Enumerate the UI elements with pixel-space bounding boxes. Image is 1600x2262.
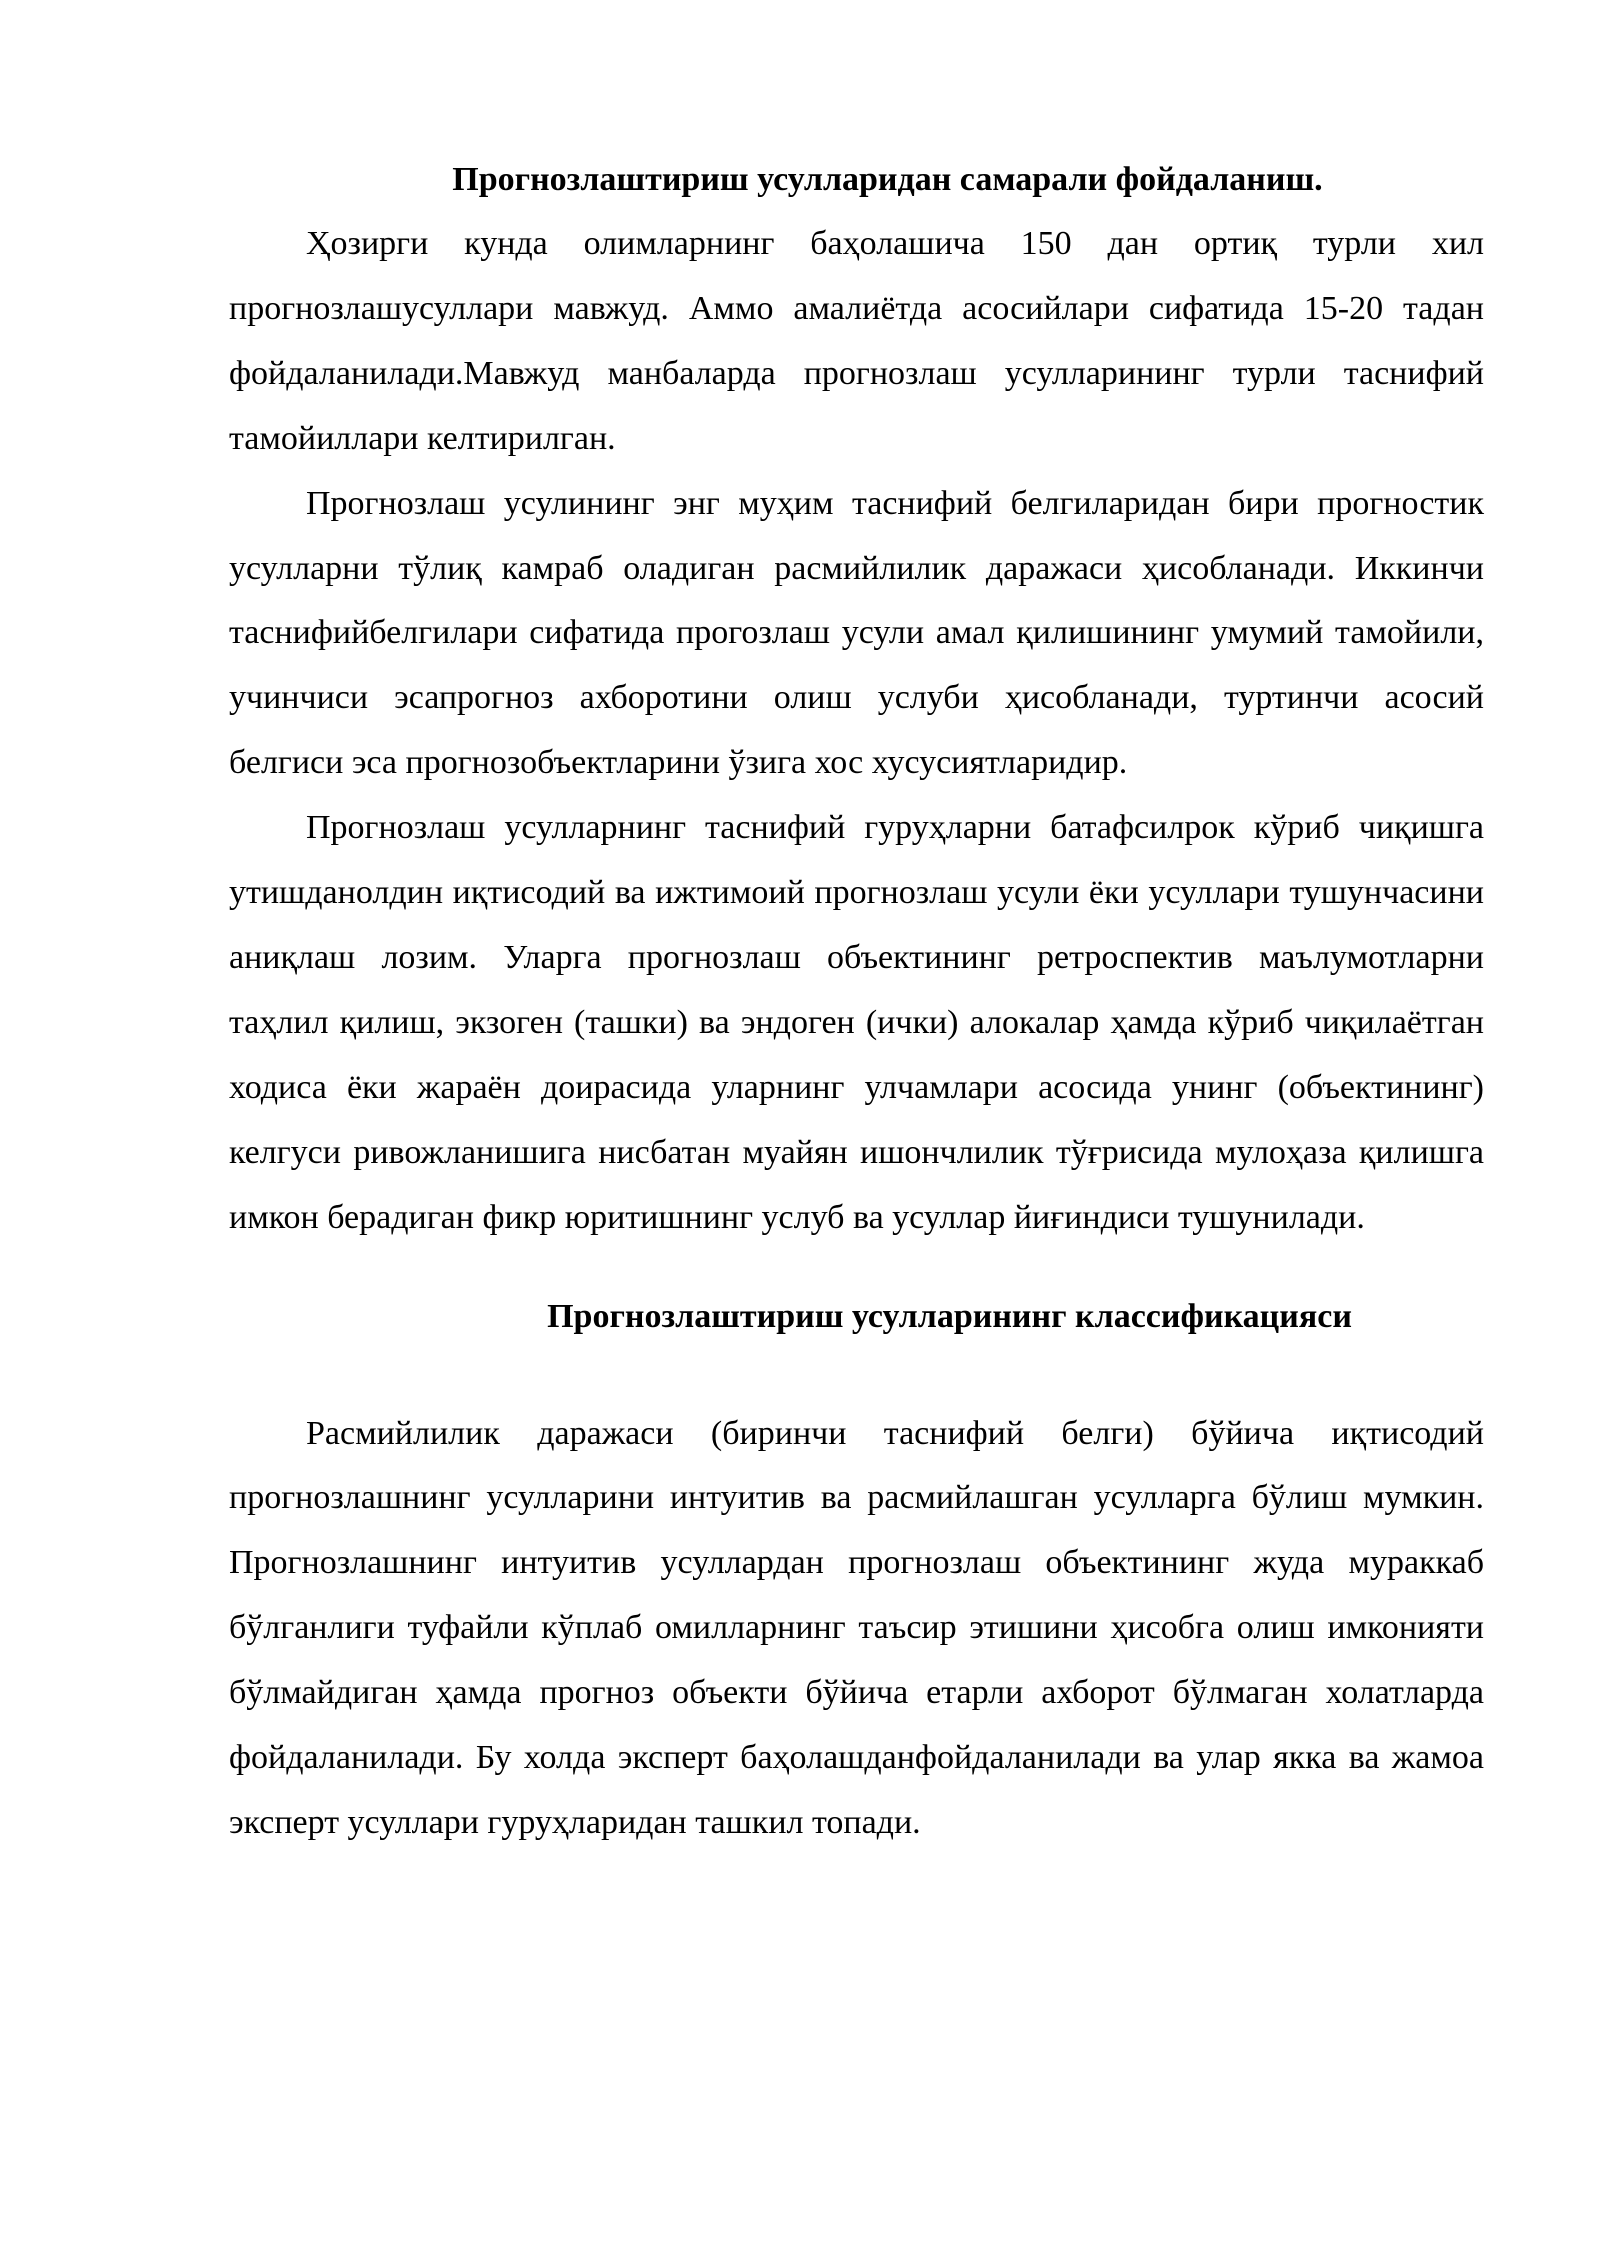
paragraph-3: Прогнозлаш усулларнинг таснифий гуруҳларни батафсилрок кўриб чиқишга утишданолдин иқтисодий ва ижтимоий прогнозлаш усули ёки усуллари тушунчасини аниқлаш лозим. Уларга прогнозлаш объектининг ретроспектив маълумотларни таҳлил қилиш, экзоген (ташки) ва эндоген (ички) алокалар ҳамда кўриб чиқилаётган ходиса ёки жараён доирасида уларнинг улчамлари асосида унинг (объектининг) келгуси ривожланишига нисбатан муайян ишончлилик тўғрисида мулоҳаза қилишга имкон берадиган фикр юритишнинг услуб ва усуллар йиғиндиси тушунилади. xyxy=(229,809,1484,1236)
paragraph-2: Прогнозлаш усулининг энг муҳим таснифий белгиларидан бири прогностик усулларни тўлиқ камраб оладиган расмийлилик даражаси ҳисобланади. Иккинчи таснифийбелгилари сифатида прогозлаш усули амал қилишининг умумий тамойили, учинчиси эсапрогноз ахборотини олиш услуби ҳисобланади, туртинчи асосий белгиси эса прогнозобъектларини ўзига хос хусусиятларидир. xyxy=(229,484,1484,782)
document-title: Прогнозлаштириш усулларидан самарали фойдаланиш. xyxy=(452,161,1323,198)
section-paragraph-1: Расмийлилик даражаси (биринчи таснифий белги) бўйича иқтисодий прогнозлашнинг усулларини интуитив ва расмийлашган усулларга бўлиш мумкин. Прогнозлашнинг интуитив усуллардан прогнозлаш объектининг жуда мураккаб бўлганлиги туфайли кўплаб омилларнинг таъсир этишини ҳисобга олиш имконияти бўлмайдиган ҳамда прогноз объекти бўйича етарли ахборот бўлмаган холатларда фойдаланилади. Бу холда эксперт баҳолашданфойдаланилади ва улар якка ва жамоа эксперт усуллари гуруҳларидан ташкил топади. xyxy=(229,1414,1484,1841)
document-body xyxy=(229,148,1484,1856)
paragraph-1: Ҳозирги кунда олимларнинг баҳолашича 150 дан ортиқ турли хил прогнозлашусуллари мавжуд. Аммо амалиётда асосийлари сифатида 15-20 тадан фойдаланилади.Мавжуд манбаларда прогнозлаш усулларининг турли таснифий тамойиллари келтирилган. xyxy=(229,225,1484,457)
section-title: Прогнозлаштириш усулларининг классификацияси xyxy=(547,1297,1352,1335)
